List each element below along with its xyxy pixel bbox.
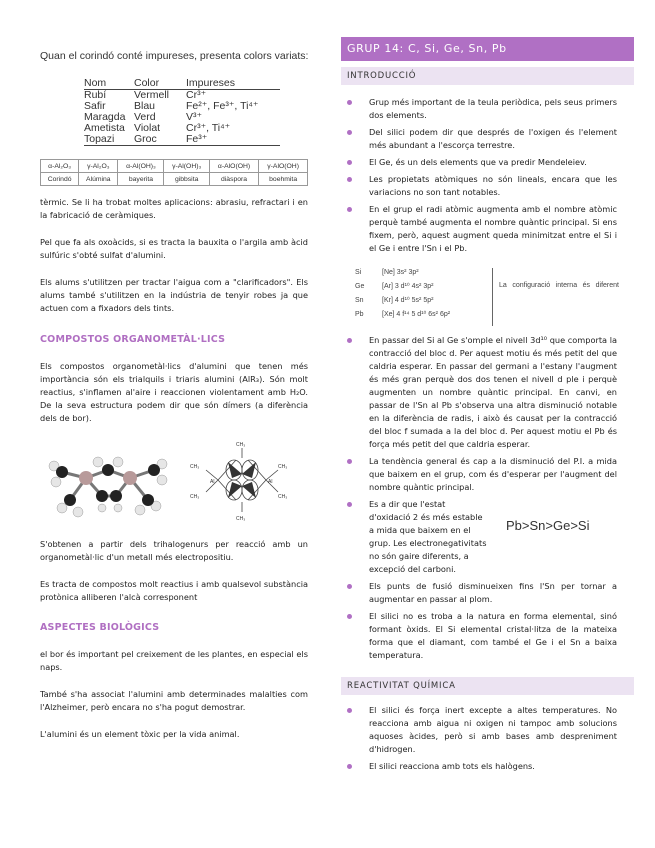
gem-cell: Verd — [134, 111, 156, 123]
list-item — [341, 126, 617, 152]
list-item — [341, 96, 617, 122]
list-item-text: El silici no es troba a la natura en forma elemental, sinó formant òxids. El Si elemental cristal·litza de la mateixa forma que el diamant, com també el Ge i el Sn a baixa temperatura. — [369, 611, 617, 660]
config-divider — [492, 268, 493, 326]
list-item — [341, 455, 617, 494]
paragraph-synthesis: S'obtenen a partir dels trihalogenurs per reacció amb un organometàl·lic d'un metall més electropositiu. — [40, 539, 308, 562]
dimer-ch3-label: CH₃ — [236, 516, 246, 522]
oxide-table — [40, 159, 308, 186]
oxide-formula: α-Al₂O₃ — [41, 160, 79, 173]
list-item-text: Els punts de fusió disminueixen fins l'Sn per tornar a augmentar en passar al plom. — [369, 581, 617, 604]
paragraph-alums: Els alums s'utilitzen per tractar l'aigua com a "clarificadors". Els alums també s'utilitzen en la indústria de tenyir robes ja que actuen com a fixadors dels tints. — [40, 277, 308, 313]
gem-cell: Rubí — [84, 89, 107, 101]
gem-table — [84, 78, 280, 146]
gem-header-color: Color — [134, 78, 186, 90]
config-element: Sn — [355, 297, 364, 304]
intro-sentence: Quan el corindó conté impureses, presenta colors variats: — [40, 50, 309, 62]
table-row — [41, 173, 308, 186]
oxide-name: Corindó — [41, 173, 79, 186]
config-value: [Ar] 3 d¹⁰ 4s² 3p² — [382, 283, 434, 290]
gem-cell: Topazi — [84, 133, 115, 145]
paragraph-oxoacids: Pel que fa als oxoàcids, si es tracta la bauxita o l'argila amb àcid sulfúric s'obté sulfat d'alumini. — [40, 237, 308, 260]
heading-reactivity: REACTIVITAT QUÍMICA — [341, 677, 634, 695]
gem-cell: Cr³⁺, Ti⁴⁺ — [186, 122, 231, 134]
section-banner: GRUP 14: C, Si, Ge, Sn, Pb — [341, 37, 634, 61]
paragraph-reactivity: Es tracta de compostos molt reactius i amb qualsevol substància protònica alliberen l'alcà corresponent — [40, 579, 308, 602]
list-item-text: La tendència general és cap a la disminució del P.I. a mida que baixem en el grup, com és d'esperar per l'augment del nombre quàntic principal. — [369, 456, 617, 492]
intro-bullet-list — [341, 96, 617, 259]
gem-cell: Ametista — [84, 122, 125, 134]
list-item-text: El silici reacciona amb tots els halògens. — [369, 761, 535, 771]
gem-cell: Vermell — [134, 89, 170, 101]
gem-cell: Blau — [134, 100, 156, 112]
heading-introduction: INTRODUCCIÓ — [341, 67, 634, 85]
dimer-ch3-label: CH₃ — [278, 494, 288, 500]
oxide-name: diàspora — [209, 173, 258, 186]
dimer-al-label: Al — [210, 479, 215, 485]
list-item — [341, 704, 617, 756]
dimer-ch3-label: CH₃ — [190, 464, 200, 470]
intro-bullet-list-2 — [341, 334, 617, 666]
dimer-al-label: Al — [268, 479, 273, 485]
bullet-icon — [347, 764, 352, 769]
bullet-icon — [347, 584, 352, 589]
paragraph-toxic: L'alumini és un element tòxic per la vida animal. — [40, 729, 240, 739]
config-note: La configuració interna és diferent — [499, 282, 619, 289]
gem-table-header — [84, 78, 280, 90]
config-value: [Kr] 4 d¹⁰ 5s² 5p² — [382, 297, 434, 304]
dimer-ball-stick-image — [42, 448, 174, 520]
paragraph-boron: el bor és important pel creixement de les plantes, en especial els naps. — [40, 649, 308, 672]
config-elements — [355, 266, 385, 322]
dimer-ch3-label: CH₃ — [236, 442, 246, 448]
config-element: Pb — [355, 311, 364, 318]
list-item-text: Les propietats atòmiques no són lineals, encara que les variacions no son tant notables. — [369, 174, 617, 197]
gem-cell: Cr³⁺ — [186, 89, 207, 101]
bullet-icon — [347, 708, 352, 713]
list-item — [341, 156, 617, 169]
heading-organometallic: COMPOSTOS ORGANOMETÀL·LICS — [40, 334, 226, 345]
oxide-formula: γ-Al₂O₃ — [79, 160, 118, 173]
oxide-formula: γ-AlO(OH) — [259, 160, 308, 173]
oxide-name: bayerita — [118, 173, 164, 186]
config-value: [Ne] 3s² 3p² — [382, 269, 419, 276]
list-item-text: Del silici podem dir que després de l'oxigen és l'element més abundant a l'escorça terrestre. — [369, 127, 617, 150]
bullet-icon — [347, 614, 352, 619]
dimer-structural-formula — [188, 440, 298, 526]
gem-cell: Fe³⁺ — [186, 133, 208, 145]
gem-header-impurities: Impureses — [186, 78, 280, 90]
gem-cell: Fe²⁺, Fe³⁺, Ti⁴⁺ — [186, 100, 259, 112]
oxide-name: Alúmina — [79, 173, 118, 186]
bullet-icon — [347, 207, 352, 212]
gem-cell: V³⁺ — [186, 111, 203, 123]
bullet-icon — [347, 459, 352, 464]
oxide-formula: α-Al(OH)₃ — [118, 160, 164, 173]
paragraph-organometallic: Els compostos organometàl·lics d'alumini que tenen més importància són els trialquils i triaris alumini (AlR₃). Són molt reactius, s'inflamen al'aire i reaccionen violentament amb H₂O. De la seva estructura podem dir que són dímers (a diferència dels de bor). — [40, 361, 308, 423]
list-item — [341, 760, 617, 773]
list-item — [341, 580, 617, 606]
bullet-icon — [347, 502, 352, 507]
gem-cell: Safir — [84, 100, 106, 112]
list-item — [341, 610, 617, 662]
bullet-icon — [347, 130, 352, 135]
list-item-text: El Ge, és un dels elements que va predir Mendeleiev. — [369, 157, 587, 167]
gem-cell: Violat — [134, 122, 161, 134]
table-row — [84, 134, 280, 146]
heading-biological: ASPECTES BIOLÒGICS — [40, 622, 160, 633]
config-value: [Xe] 4 f¹⁴ 5 d¹⁰ 6s² 6p² — [382, 311, 451, 318]
list-item — [341, 334, 617, 451]
gem-cell: Groc — [134, 133, 157, 145]
bullet-icon — [347, 177, 352, 182]
list-item-text: El silici és força inert excepte a altes temperatures. No reacciona amb aigua ni oxigen ni tampoc amb solucions aquoses àcides, però si amb bases amb despreniment d'hidrogen. — [369, 705, 617, 754]
oxide-formula: α-AlO(OH) — [209, 160, 258, 173]
list-item-text: Grup més important de la teula periòdica, pels seus primers dos elements. — [369, 97, 617, 120]
config-element: Ge — [355, 283, 365, 290]
config-element: Si — [355, 269, 362, 276]
list-item — [341, 203, 617, 255]
paragraph-thermal: tèrmic. Se li ha trobat moltes aplicacions: abrasiu, refractari i en la fabricació de ceràmiques. — [40, 197, 308, 220]
stability-order: Pb>Sn>Ge>Si — [506, 518, 590, 533]
list-item — [341, 498, 617, 576]
paragraph-alzheimer: També s'ha associat l'alumini amb determinades malalties com l'Alzheimer, però encara no s'ha pogut demostrar. — [40, 689, 308, 712]
oxide-name: boehmita — [259, 173, 308, 186]
reactivity-bullet-list — [341, 704, 617, 777]
config-values — [382, 266, 492, 322]
gem-cell: Maragda — [84, 111, 126, 123]
list-item — [341, 173, 617, 199]
table-row — [41, 160, 308, 173]
oxide-formula: γ-Al(OH)₃ — [164, 160, 209, 173]
list-item-text: En el grup el radi atòmic augmenta amb el nombre atòmic perquè també augmenta el nombre quàntic principal. Si ens fixem, però, aquest augment queda minimitzat entre el Si i el Ge i entre l'Sn i el Pb. — [369, 204, 617, 253]
oxide-name: gibbsita — [164, 173, 209, 186]
dimer-ch3-label: CH₃ — [190, 494, 200, 500]
list-item-text: En passar del Si al Ge s'omple el nivell 3d¹⁰ que comporta la contracció del bloc d. Per aquest motiu és més petit del que caldria esperar. En passar del germani a l'estany l'augment és més gran perquè dos dos tenen el nivell d ple i perquè augmenten un nombre quàntic principal. En canvi, en passar de l'Sn al Pb s'observa una altra disminució notable en la diferència de radis, i això és causat per la contracció del bloc f sumada a la del bloc d. Per aquest motiu el Pb és força més petit del que caldria esperar. — [369, 335, 617, 449]
list-item-text: Es a dir que l'estat d'oxidació 2 és més estable a mida que baixem en el grup. Les electronegativitats no són gaire diferents, a excepció del carboni. — [369, 499, 487, 574]
bullet-icon — [347, 100, 352, 105]
bullet-icon — [347, 160, 352, 165]
gem-header-name: Nom — [84, 78, 134, 90]
dimer-ch3-label: CH₃ — [278, 464, 288, 470]
bullet-icon — [347, 338, 352, 343]
